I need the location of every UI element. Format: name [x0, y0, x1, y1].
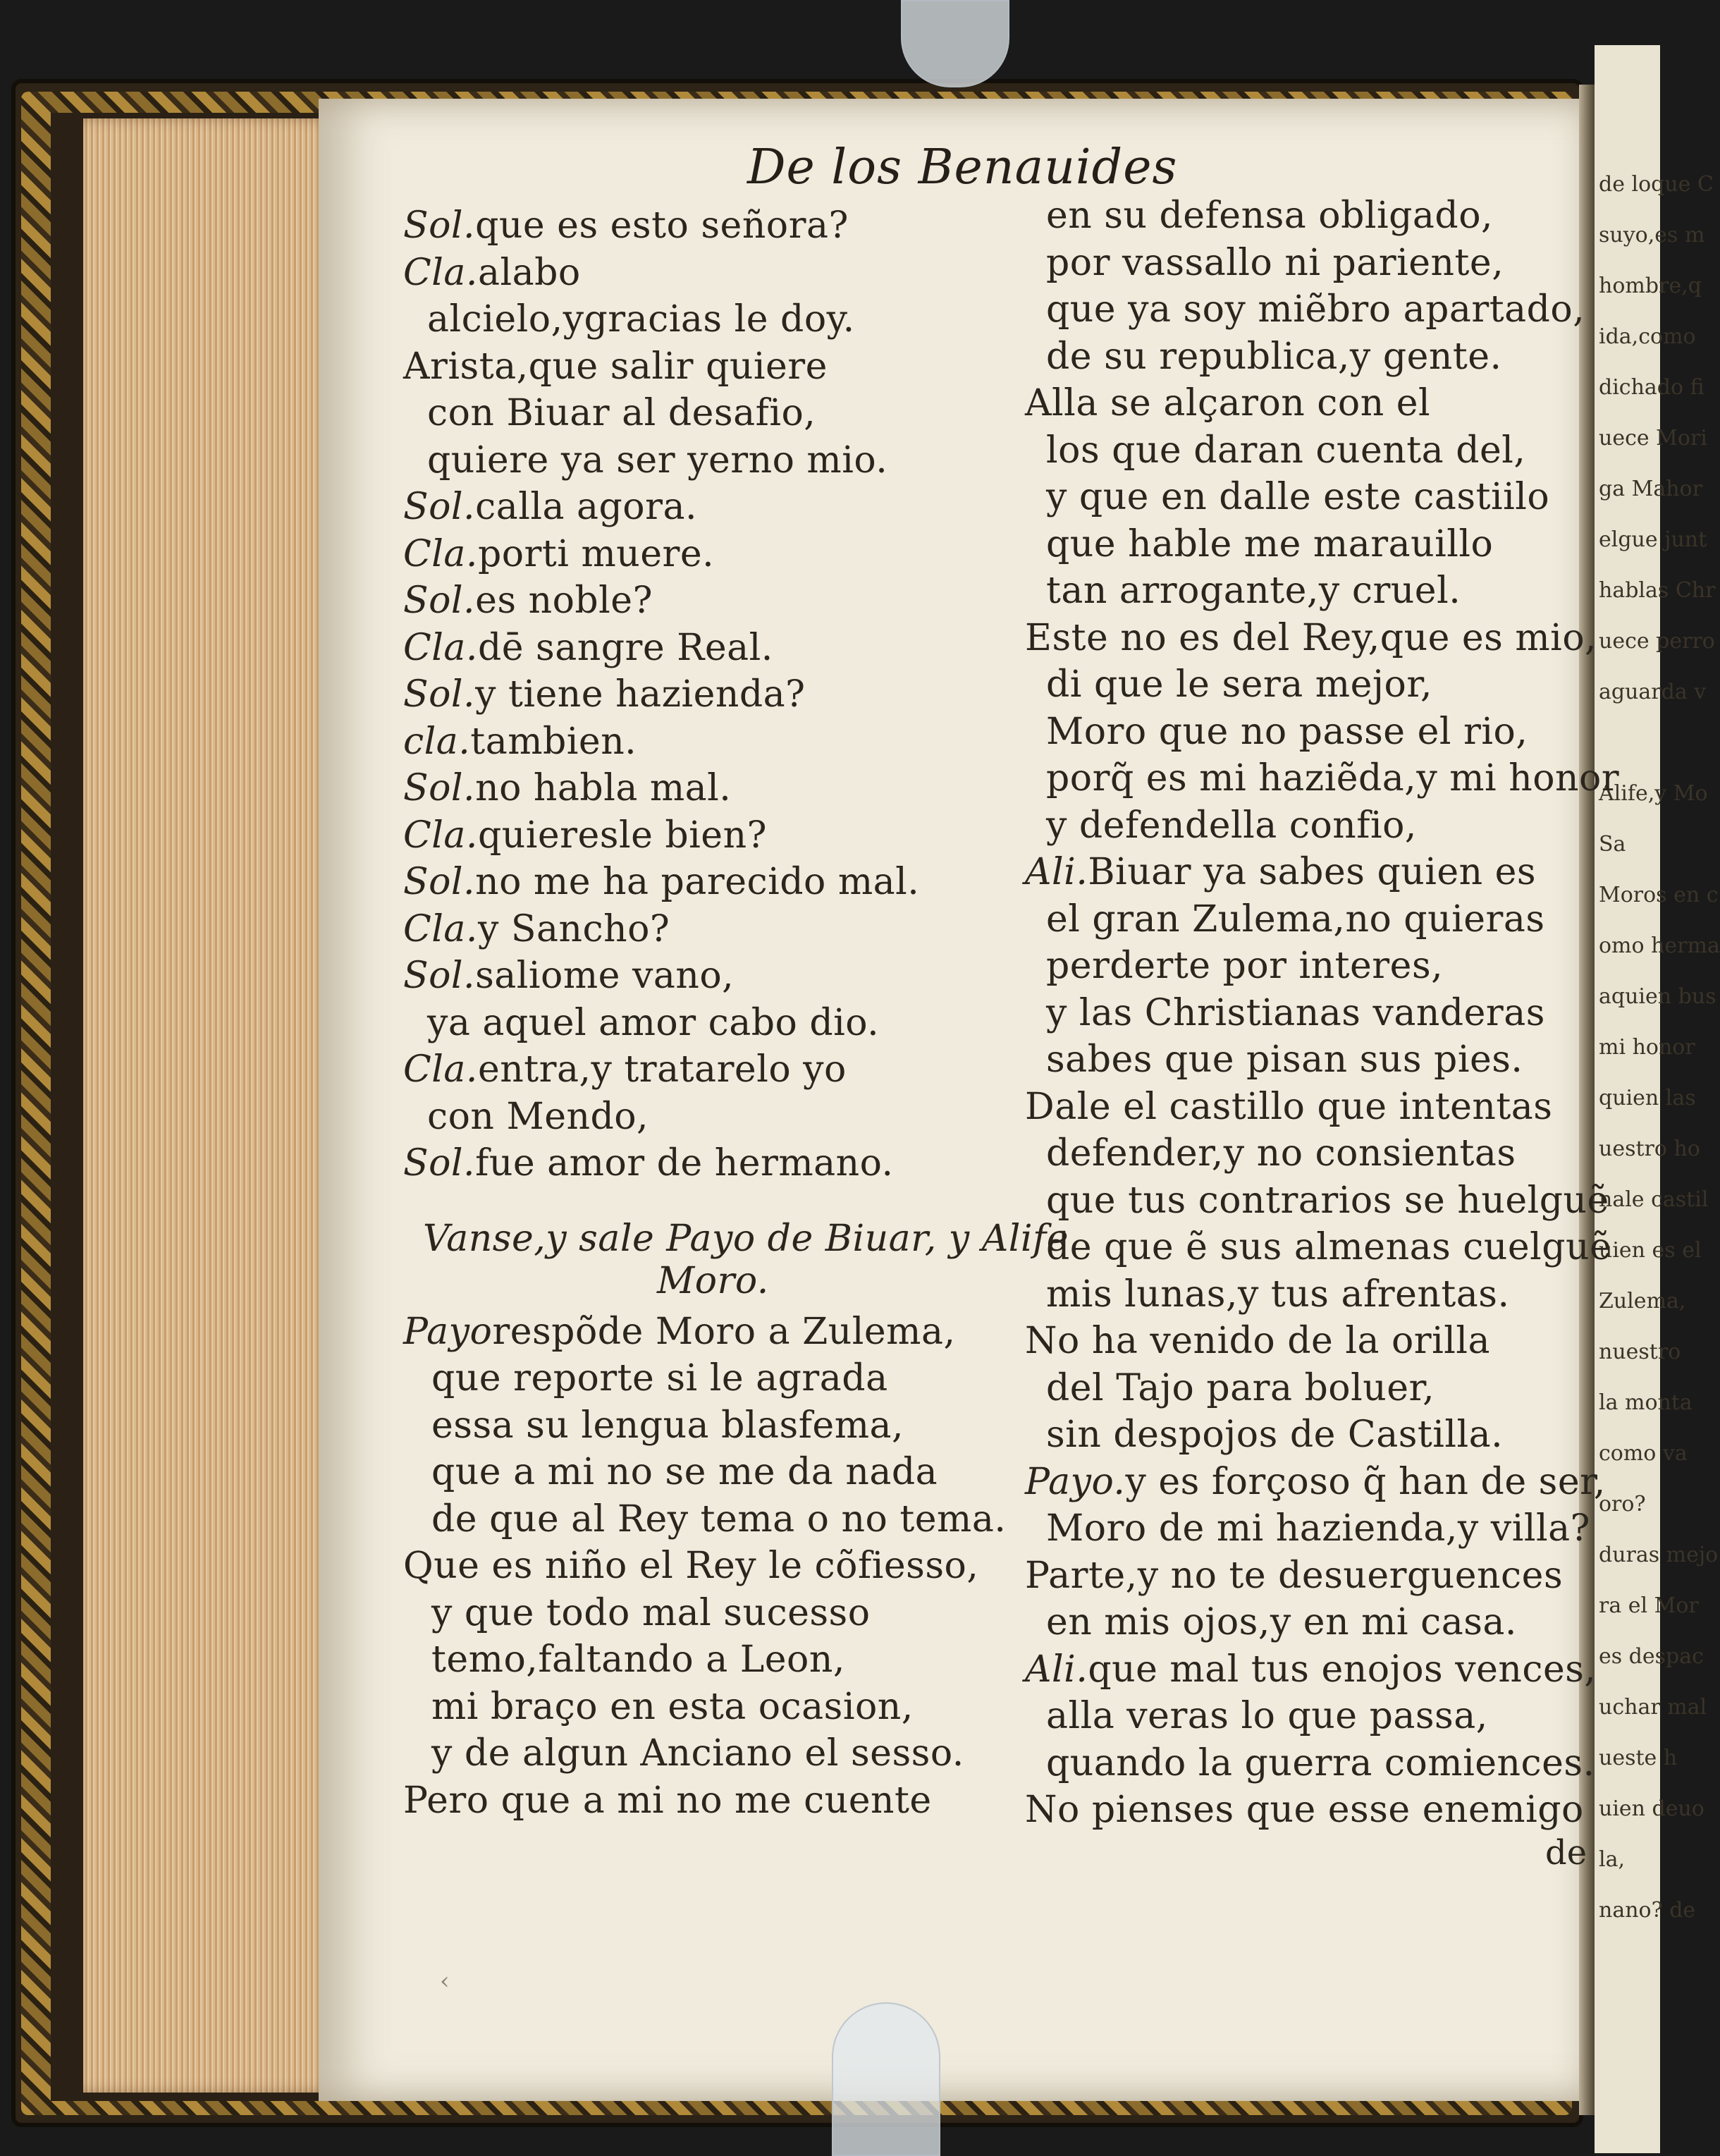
verse-line — [403, 908, 670, 950]
speaker-label: Sol. — [403, 861, 476, 903]
facing-page-line: nuestro — [1599, 1340, 1681, 1364]
verse-text: que es esto señora? — [475, 204, 849, 247]
verse-line — [1046, 1180, 1609, 1222]
facing-page-line: quien las — [1599, 1086, 1696, 1110]
verse-line — [1025, 1461, 1606, 1503]
verse-line — [403, 1311, 955, 1353]
speaker-label: Sol. — [403, 204, 476, 247]
verse-line — [403, 861, 919, 903]
facing-page-line: de loque C — [1599, 172, 1714, 197]
top-page-clip — [901, 0, 1009, 87]
verse-line — [1046, 804, 1417, 847]
facing-page-line: Alife,y Mo — [1599, 781, 1708, 806]
facing-page-line: hablas Chr — [1599, 578, 1716, 603]
speaker-label: Cla. — [403, 532, 478, 575]
verse-text: y es forçoso q̃ han de ser, — [1125, 1460, 1606, 1503]
facing-page-line: nale castil — [1599, 1187, 1709, 1212]
verse-text: y que todo mal sucesso — [431, 1591, 871, 1634]
verse-line — [431, 1592, 871, 1634]
verse-line — [1046, 195, 1493, 237]
verse-text: y Sancho? — [477, 907, 670, 950]
verse-line — [431, 1451, 938, 1493]
verse-line — [1046, 1273, 1509, 1316]
verse-text: de que al Rey tema o no tema. — [431, 1497, 1007, 1541]
verse-text: quando la guerra comiences. — [1046, 1741, 1595, 1784]
facing-page-line: como va — [1599, 1441, 1688, 1466]
verse-line — [1046, 945, 1443, 987]
verse-text: temo,faltando a Leon, — [431, 1639, 845, 1681]
verse-line — [1046, 1414, 1503, 1456]
facing-page-line: duras mejo — [1599, 1543, 1719, 1567]
facing-page-line: nano? de — [1599, 1898, 1696, 1923]
verse-line — [1046, 242, 1504, 284]
facing-page-line: es despac — [1599, 1644, 1704, 1669]
verse-text: di que le sera mejor, — [1046, 663, 1432, 706]
verse-text: defender,y no consientas — [1046, 1132, 1516, 1175]
facing-page-line: aguarda v — [1599, 680, 1707, 704]
facing-page-line: uien es el — [1599, 1238, 1702, 1263]
verse-line — [1025, 1648, 1596, 1691]
verse-text: porti muere. — [477, 532, 715, 575]
verse-line — [431, 1686, 914, 1728]
verse-text: sin despojos de Castilla. — [1046, 1414, 1504, 1456]
verse-text: saliome vano, — [475, 955, 735, 997]
verse-text: perderte por interes, — [1046, 945, 1444, 987]
verse-text: que tus contrarios se huelguẽ — [1046, 1179, 1609, 1222]
verse-line — [403, 533, 714, 575]
verse-line — [1025, 617, 1597, 659]
verse-text: ya aquel amor cabo dio. — [427, 1001, 880, 1044]
verse-line — [403, 627, 773, 669]
verse-line — [1025, 1789, 1584, 1831]
verse-text: Dale el castillo que intentas — [1025, 1085, 1553, 1128]
verse-line — [1025, 851, 1536, 893]
speaker-label: Cla. — [403, 251, 478, 294]
verse-line — [427, 1002, 879, 1044]
verse-line — [403, 580, 653, 622]
verse-line — [403, 486, 697, 528]
speaker-label: Sol. — [403, 580, 476, 622]
verse-text: que ya soy miẽbro apartado, — [1046, 288, 1585, 331]
verse-line — [431, 1357, 888, 1399]
verse-line — [427, 439, 887, 482]
facing-page-line: la, — [1599, 1847, 1626, 1872]
verse-line — [1046, 1039, 1523, 1081]
verse-text: es noble? — [475, 580, 653, 622]
verse-line — [403, 252, 581, 294]
verse-line — [1025, 1555, 1563, 1597]
verse-line — [1046, 1742, 1595, 1784]
facing-page-line: ueste h — [1599, 1746, 1678, 1770]
verse-line — [431, 1639, 845, 1681]
verse-text: no habla mal. — [475, 767, 732, 809]
verse-text: y que en dalle este castiilo — [1046, 476, 1550, 518]
verse-text: con Biuar al desafio, — [427, 392, 816, 434]
verse-line — [1025, 1086, 1552, 1128]
verse-text: No ha venido de la orilla — [1025, 1320, 1491, 1362]
facing-page-line: ida,como — [1599, 324, 1696, 349]
verse-text: y defendella confio, — [1046, 804, 1417, 847]
verse-line — [1046, 898, 1545, 941]
speaker-label: Cla. — [403, 814, 478, 857]
verse-line — [403, 1142, 894, 1184]
verse-line — [427, 298, 855, 341]
verse-text: alla veras lo que passa, — [1046, 1695, 1488, 1737]
verse-text: alabo — [477, 251, 581, 294]
verse-text: y las Christianas vanderas — [1046, 991, 1545, 1034]
verse-line — [1046, 570, 1461, 612]
verse-text: que a mi no se me da nada — [431, 1451, 938, 1493]
verse-text: que reporte si le agrada — [431, 1357, 888, 1399]
verse-line — [431, 1498, 1006, 1541]
verse-text: alcielo,ygracias le doy. — [427, 298, 855, 341]
speaker-label: Sol. — [403, 955, 476, 997]
verse-line — [403, 721, 637, 763]
facing-page-line: uien deuo — [1599, 1796, 1704, 1821]
verse-line — [403, 1048, 847, 1091]
verse-text: en su defensa obligado, — [1046, 195, 1494, 237]
facing-page-line: aquien bus — [1599, 984, 1716, 1009]
speaker-label: Cla. — [403, 626, 478, 669]
facing-page-line: uece perro — [1599, 629, 1715, 654]
verse-line — [427, 392, 816, 434]
speaker-label: Payo — [403, 1310, 493, 1353]
verse-text: y de algun Anciano el sesso. — [431, 1732, 964, 1775]
facing-page-line: suyo,es m — [1599, 223, 1705, 247]
verse-text: en mis ojos,y en mi casa. — [1046, 1601, 1517, 1643]
speaker-label: Ali. — [1025, 851, 1088, 893]
speaker-label: Sol. — [403, 486, 476, 528]
verse-line — [1046, 1226, 1611, 1268]
facing-page-line: elgue junt — [1599, 527, 1707, 552]
verse-text: entra,y tratarelo yo — [477, 1048, 847, 1091]
verse-line — [1046, 757, 1619, 800]
verse-line — [403, 955, 734, 997]
verse-text: respõde Moro a Zulema, — [492, 1310, 956, 1353]
verse-line — [1025, 382, 1430, 424]
page-fore-edge — [83, 118, 351, 2093]
verse-line — [431, 1404, 904, 1447]
facing-page-line: uestro ho — [1599, 1137, 1700, 1161]
speaker-label: Payo. — [1025, 1460, 1126, 1503]
verse-text: fue amor de hermano. — [475, 1142, 894, 1184]
verse-text: No pienses que esse enemigo — [1025, 1789, 1584, 1831]
facing-page-line: ra el Mor — [1599, 1593, 1699, 1618]
verse-text: Moro de mi hazienda,y villa? — [1046, 1507, 1590, 1550]
verse-line — [1046, 992, 1545, 1034]
bottom-page-clip — [832, 2002, 940, 2156]
verse-text: con Mendo, — [427, 1095, 649, 1138]
verse-line — [1046, 476, 1549, 518]
facing-page-line: uchar mal — [1599, 1695, 1707, 1720]
verse-line — [427, 1096, 649, 1138]
verse-text: Pero que a mi no me cuente — [403, 1779, 932, 1822]
verse-line — [431, 1732, 964, 1775]
facing-page-line: Zulema, — [1599, 1289, 1686, 1313]
verse-text: por vassallo ni pariente, — [1046, 241, 1504, 284]
verse-text: no me ha parecido mal. — [475, 861, 920, 903]
verse-line — [1046, 336, 1502, 378]
verse-text: Biuar ya sabes quien es — [1088, 851, 1537, 893]
verse-text: mis lunas,y tus afrentas. — [1046, 1273, 1510, 1316]
speaker-label: cla. — [403, 720, 471, 763]
speaker-label: Cla. — [403, 1048, 478, 1091]
catchword: de — [1545, 1833, 1587, 1873]
verse-text: porq̃ es mi haziẽda,y mi honor — [1046, 757, 1620, 800]
stage-direction: Moro. — [657, 1259, 769, 1302]
running-header: De los Benauides — [747, 140, 1178, 195]
facing-page-line: dichado fi — [1599, 375, 1704, 400]
facing-page-line: Sa — [1599, 832, 1626, 857]
verse-line — [1046, 523, 1493, 565]
verse-text: los que daran cuenta del, — [1046, 429, 1526, 472]
verse-text: essa su lengua blasfema, — [431, 1404, 904, 1447]
speaker-label: Sol. — [403, 1142, 476, 1184]
facing-page-line: la monta — [1599, 1390, 1693, 1415]
verse-text: tambien. — [470, 720, 637, 763]
verse-text: dē sangre Real. — [477, 626, 773, 669]
speaker-label: Cla. — [403, 907, 478, 950]
verse-text: Este no es del Rey,que es mio, — [1025, 616, 1597, 659]
verse-line — [403, 814, 767, 857]
bottom-mark: ‹ — [440, 1967, 450, 1995]
verse-text: Parte,y no te desuerguences — [1025, 1554, 1564, 1597]
facing-page-line: ga Mahor — [1599, 477, 1702, 501]
verse-text: quiere ya ser yerno mio. — [427, 439, 888, 482]
verse-line — [1046, 288, 1585, 331]
stage-direction: Vanse,y sale Payo de Biuar, y Alife — [423, 1217, 1069, 1260]
verse-text: que mal tus enojos vences, — [1088, 1648, 1597, 1691]
verse-text: que hable me marauillo — [1046, 522, 1494, 565]
speaker-label: Sol. — [403, 767, 476, 809]
facing-page-line: uece Mori — [1599, 426, 1707, 451]
verse-text: de su republica,y gente. — [1046, 335, 1502, 378]
verse-line — [403, 204, 849, 247]
verse-text: mi braço en esta ocasion, — [431, 1685, 914, 1728]
verse-line — [403, 1780, 932, 1822]
verse-text: y tiene hazienda? — [475, 673, 806, 716]
verse-line — [1046, 429, 1525, 472]
facing-page-line: Moros en c — [1599, 883, 1719, 907]
verse-text: del Tajo para boluer, — [1046, 1366, 1435, 1409]
facing-page-line: omo herma — [1599, 933, 1720, 958]
verse-line — [1046, 1507, 1590, 1550]
verse-line — [1046, 1695, 1488, 1737]
verse-line — [1046, 711, 1528, 753]
verse-line — [1025, 1320, 1490, 1362]
verse-text: de que ẽ sus almenas cuelguẽ — [1046, 1226, 1612, 1268]
facing-page-line: hombre,q — [1599, 274, 1702, 298]
facing-page-fragment — [1595, 45, 1720, 2153]
verse-line — [1046, 1132, 1516, 1175]
verse-text: el gran Zulema,no quieras — [1046, 898, 1545, 941]
verse-text: Arista,que salir quiere — [403, 345, 828, 388]
verse-text: quieresle bien? — [477, 814, 767, 857]
facing-page-line: oro? — [1599, 1492, 1646, 1517]
speaker-label: Ali. — [1025, 1648, 1088, 1691]
verse-text: tan arrogante,y cruel. — [1046, 570, 1461, 612]
verse-line — [1046, 663, 1432, 706]
verse-text: Alla se alçaron con el — [1025, 382, 1431, 424]
verse-text: Moro que no passe el rio, — [1046, 710, 1528, 753]
verse-line — [403, 1545, 978, 1587]
verse-text: calla agora. — [475, 486, 697, 528]
verse-line — [403, 345, 828, 388]
verse-text: sabes que pisan sus pies. — [1046, 1039, 1523, 1081]
verse-line — [403, 673, 806, 716]
verse-line — [1046, 1601, 1517, 1643]
speaker-label: Sol. — [403, 673, 476, 716]
facing-page-line: mi honor — [1599, 1035, 1695, 1060]
verse-text: Que es niño el Rey le cõfiesso, — [403, 1545, 979, 1587]
verse-line — [1046, 1367, 1435, 1409]
verse-line — [403, 767, 731, 809]
